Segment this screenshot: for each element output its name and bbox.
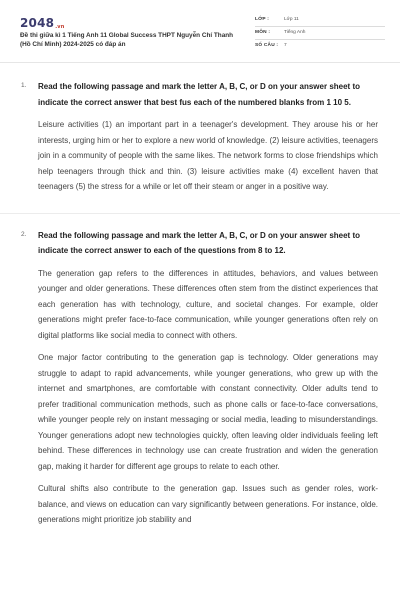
logo-text: 2048 <box>20 16 55 30</box>
question-number: 2. <box>21 230 27 238</box>
meta-row-count <box>255 43 385 56</box>
question-instruction: Read the following passage and mark the letter A, B, C, or D on your answer sheet to indicate the correct answer to each of the questions from 8 to 12. <box>38 230 360 255</box>
question-passage: Cultural shifts also contribute to the generation gap. Issues such as gender roles, work- balance, and views on education can vary significantly between generations. For instance, olde. generations might prioritize job stability and <box>38 484 378 524</box>
question-passage: The generation gap refers to the differences in attitudes, behaviors, and values between younger and older generations. These differences often stem from the distinct experiences that each generation has with technology, culture, and societal changes. For example, older generations might prefer face-to-face communication, while younger generations often rely on digital platforms like social media to connect with others. <box>38 268 378 340</box>
question-passage: Leisure activities (1) an important part in a teenager's development. They arouse his or her interests, urging him or her to explore a new world of knowledge. (2) leisure activities, teenagers join in a community of people with the same likes. The network forms to close friendships which help teenagers through thick and thin. (3) leisure activities make (4) excellent haven that teenagers (5) the stress for a while or let off their steam or anger in a positive way. <box>38 120 378 191</box>
exam-title: Đề thi giữa kì 1 Tiếng Anh 11 Global Success THPT Nguyễn Chí Thanh (Hồ Chí Minh) 2024-2025 có đáp án <box>20 32 234 48</box>
count-label: SỐ CÂU : <box>255 43 279 48</box>
class-label: LỚP : <box>255 17 270 22</box>
meta-divider <box>255 26 385 27</box>
meta-row-class <box>255 17 385 30</box>
page-header <box>0 0 400 62</box>
site-logo[interactable] <box>20 16 65 30</box>
question-passage: One major factor contributing to the generation gap is technology. Older generations may struggle to adapt to rapid advancements, while younger generations, who grew up with the internet and smartphones, are comfortable with constant connectivity. Older adults tend to prefer traditional communication methods, such as phone calls or face-to-face conversations, while younger people rely on instant messaging or social media, leading to misunderstandings. Younger generations adopt new technologies quickly, often leaving older individuals feeling left behind. These differences in technology use can create frustration and widen the generation gap, making it harder for different age groups to relate to each other. <box>38 353 378 471</box>
question-1 <box>0 63 400 213</box>
exam-meta <box>255 17 385 56</box>
question-list <box>0 63 400 600</box>
meta-divider <box>255 39 385 40</box>
subject-label: MÔN : <box>255 30 271 35</box>
meta-row-subject <box>255 30 385 43</box>
question-2 <box>0 214 400 528</box>
count-value: 7 <box>284 43 287 48</box>
subject-value: Tiếng Anh <box>284 30 306 35</box>
question-number: 1. <box>21 82 27 89</box>
class-value: Lớp 11 <box>284 17 299 22</box>
logo-tld: .vn <box>55 24 65 30</box>
question-instruction: Read the following passage and mark the letter A, B, C, or D on your answer sheet to indicate the correct answer that best fus each of the numbered blanks from 1 10 5. <box>38 82 360 107</box>
